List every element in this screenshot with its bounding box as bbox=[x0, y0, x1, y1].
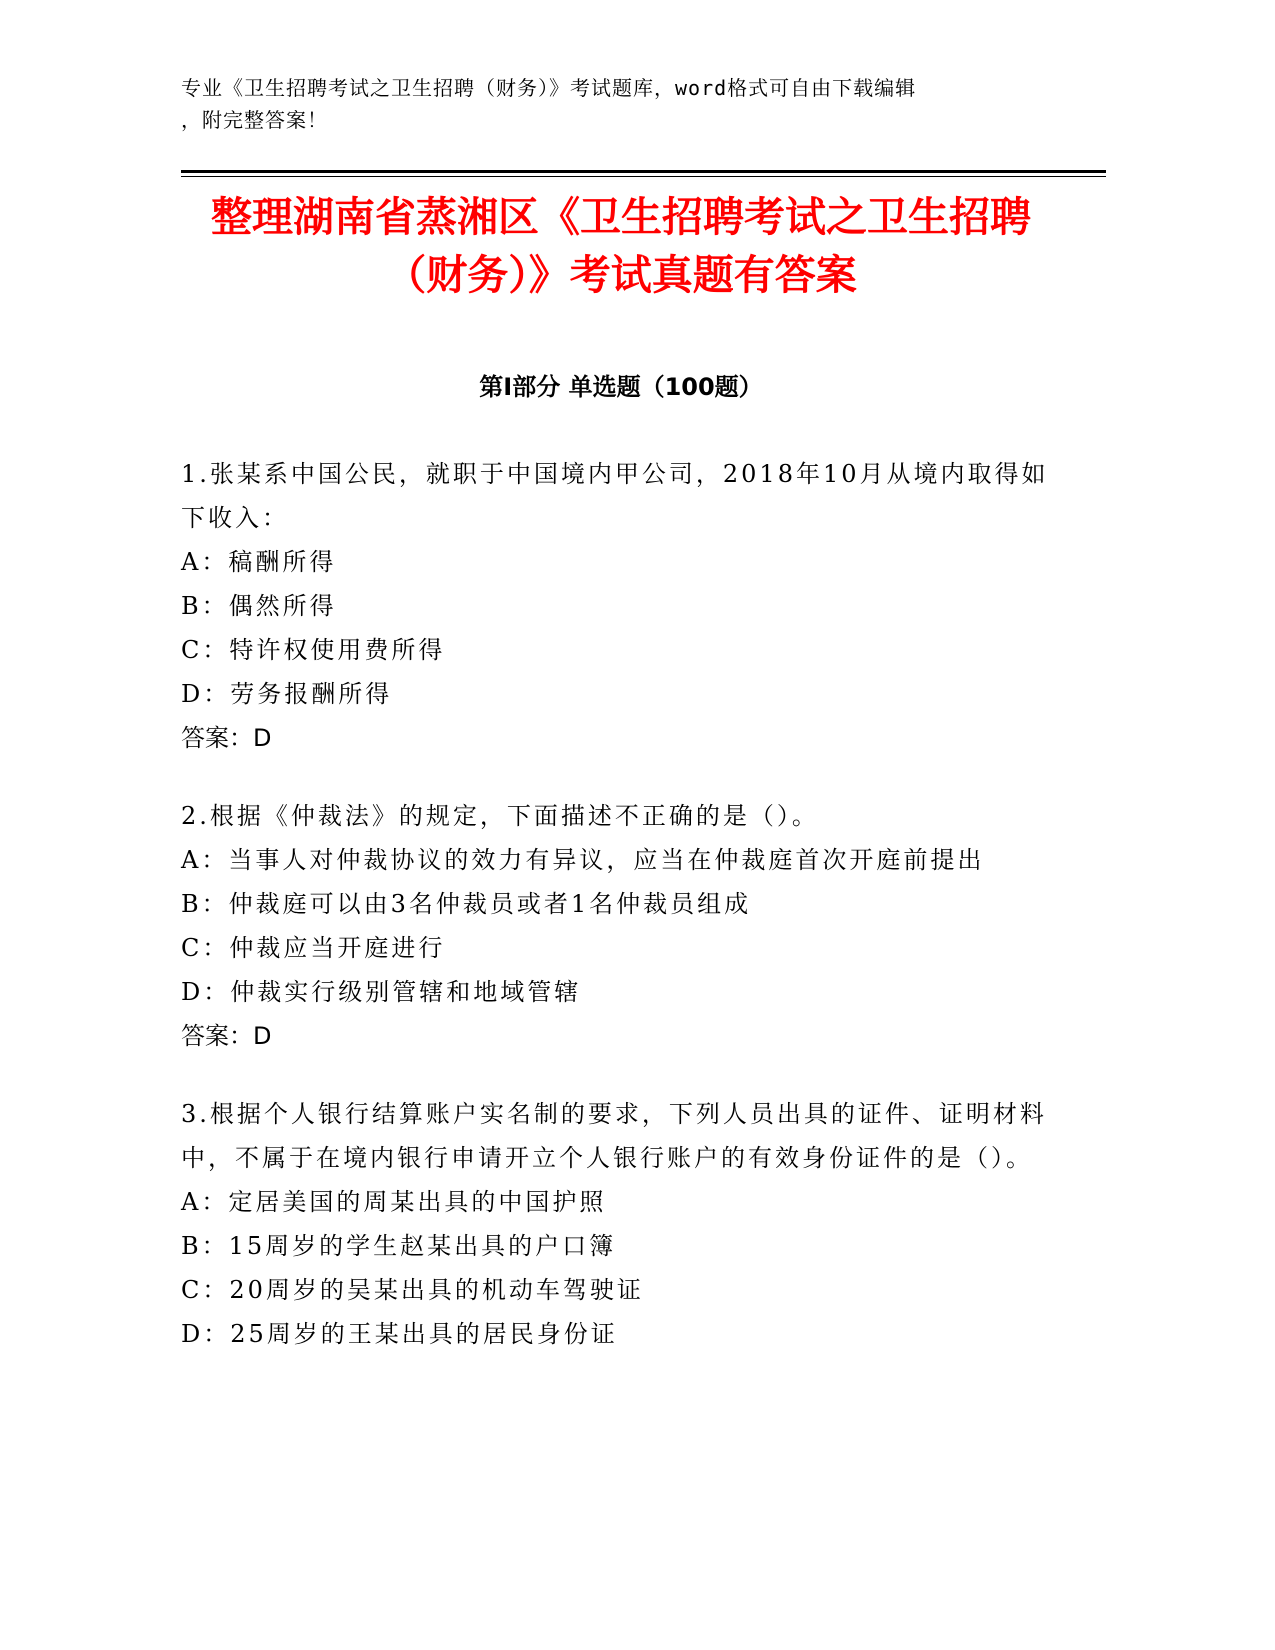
question-text: 2.根据《仲裁法》的规定，下面描述不正确的是（）。 bbox=[181, 802, 819, 830]
question-text: 3.根据个人银行结算账户实名制的要求，下列人员出具的证件、证明材料中，不属于在境内银行申请开立个人银行账户的有效身份证件的是（）。 bbox=[181, 1100, 1047, 1172]
header-note-line-2: ，附完整答案！ bbox=[181, 108, 328, 132]
option-c: C：仲裁应当开庭进行 bbox=[181, 934, 446, 962]
header-divider-thin bbox=[181, 176, 1106, 177]
option-a: A：当事人对仲裁协议的效力有异议，应当在仲裁庭首次开庭前提出 bbox=[181, 846, 985, 874]
option-d: D：仲裁实行级别管辖和地域管辖 bbox=[181, 978, 582, 1006]
option-c: C：20周岁的吴某出具的机动车驾驶证 bbox=[181, 1276, 644, 1304]
answer-line: 答案：D bbox=[181, 724, 272, 752]
document-title: 整理湖南省蒸湘区《卫生招聘考试之卫生招聘（财务）》考试真题有答案 bbox=[211, 193, 1031, 299]
question-list bbox=[181, 452, 1061, 1390]
answer-line: 答案：D bbox=[181, 1022, 272, 1050]
option-b: B：15周岁的学生赵某出具的户口簿 bbox=[181, 1232, 617, 1260]
option-a: A：稿酬所得 bbox=[181, 548, 337, 576]
option-a: A：定居美国的周某出具的中国护照 bbox=[181, 1188, 607, 1216]
question-3 bbox=[181, 1092, 1061, 1356]
option-c: C：特许权使用费所得 bbox=[181, 636, 446, 664]
option-b: B：偶然所得 bbox=[181, 592, 337, 620]
question-2 bbox=[181, 794, 1061, 1058]
section-heading: 第Ⅰ部分 单选题（100题） bbox=[479, 373, 763, 401]
option-d: D：劳务报酬所得 bbox=[181, 680, 393, 708]
question-1 bbox=[181, 452, 1061, 760]
header-note-line-1: 专业《卫生招聘考试之卫生招聘（财务）》考试题库，word格式可自由下载编辑 bbox=[181, 76, 917, 100]
option-d: D：25周岁的王某出具的居民身份证 bbox=[181, 1320, 618, 1348]
option-b: B：仲裁庭可以由3名仲裁员或者1名仲裁员组成 bbox=[181, 890, 752, 918]
header-note bbox=[181, 72, 1061, 136]
question-text: 1.张某系中国公民，就职于中国境内甲公司，2018年10月从境内取得如下收入： bbox=[181, 460, 1049, 532]
header-divider-thick bbox=[181, 170, 1106, 173]
